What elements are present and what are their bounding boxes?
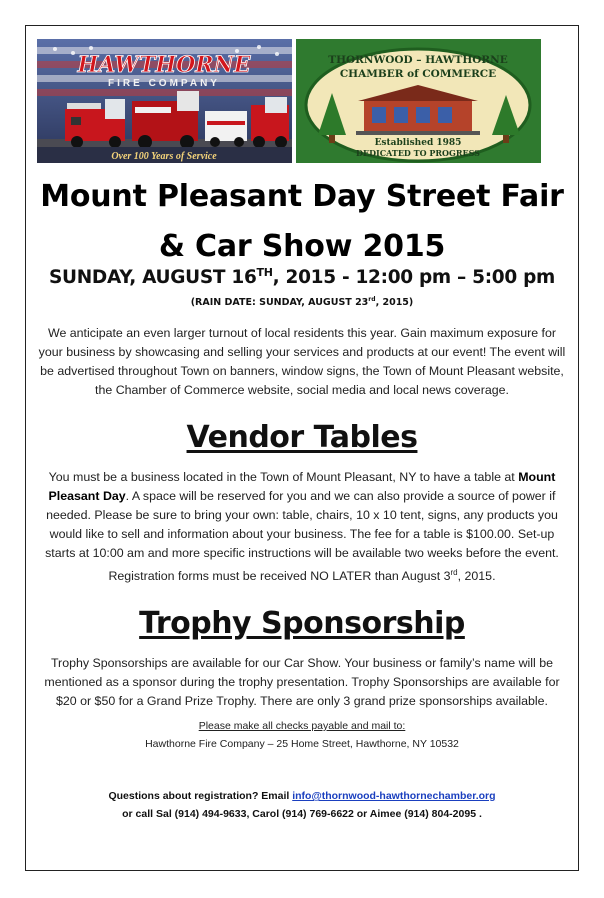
fire-company-logo [37, 39, 292, 163]
event-date: SUNDAY, AUGUST 16TH, 2015 - 12:00 pm – 5:00 pm [48, 266, 556, 289]
chamber-arc-line-2: CHAMBER of COMMERCE [339, 68, 497, 80]
event-title-line-2: & Car Show 2015 [158, 229, 446, 264]
chamber-arc-line-1: THORNWOOD – HAWTHORNE [328, 54, 508, 66]
vendor-tables-heading: Vendor Tables [186, 420, 418, 455]
event-title [28, 172, 576, 272]
fire-truck-icon [65, 99, 125, 148]
contact-question-line: Questions about registration? Email info@thornwood-hawthornechamber.org [108, 790, 496, 802]
event-title-line-1: Mount Pleasant Day Street Fair [40, 179, 564, 214]
chamber-logo [296, 39, 541, 163]
intro-paragraph: We anticipate an even larger turnout of local residents this year. Gain maximum exposure for your business by showcasing and selling your services and products at our event! The event will be advertised throughout Town on banners, window signs, the Town of Mount Pleasant website, the Chamber of Commerce website, social media and local news coverage. [38, 326, 566, 397]
fire-logo-tagline: Over 100 Years of Service [111, 151, 217, 162]
mail-address: Hawthorne Fire Company – 25 Home Street, Hawthorne, NY 10532 [145, 738, 459, 750]
chamber-motto: DEDICATED TO PROGRESS [356, 148, 480, 158]
chamber-established: Established 1985 [374, 138, 462, 148]
trophy-sponsorship-heading: Trophy Sponsorship [139, 606, 465, 641]
contact-phone-line: or call Sal (914) 494-9633, Carol (914) 769-6622 or Aimee (914) 804-2095 . [122, 808, 482, 820]
rain-date: (RAIN DATE: SUNDAY, AUGUST 23rd, 2015) [190, 296, 414, 309]
fire-logo-name: HAWTHORNE [77, 52, 251, 78]
fire-logo-subname: FIRE COMPANY [108, 78, 220, 89]
vendor-tables-paragraph: You must be a business located in the Town of Mount Pleasant, NY to have a table at Mount Pleasant Day. A space will be reserved for you and we can also provide a source of power if needed. Please be sure to bring your own: table, chairs, 10 x 10 tent, signs, any products you would like to sell and information about your business. The fee for a table is $100.00. Set-up starts at 10:00 am and more specific instructions will be available two weeks before the event. Registration forms must be received NO LATER than August 3rd, 2015. [45, 470, 559, 584]
trophy-sponsorship-paragraph: Trophy Sponsorships are available for our Car Show. Your business or family’s name will be mentioned as a sponsor during the trophy presentation. Trophy Sponsorships are available for $20 or $50 for a Grand Prize Trophy. There are only 3 grand prize sponsorships available. [44, 656, 560, 708]
contact-email-link[interactable]: info@thornwood-hawthornechamber.org [292, 790, 496, 802]
mail-checks-note: Please make all checks payable and mail to: [198, 720, 406, 732]
